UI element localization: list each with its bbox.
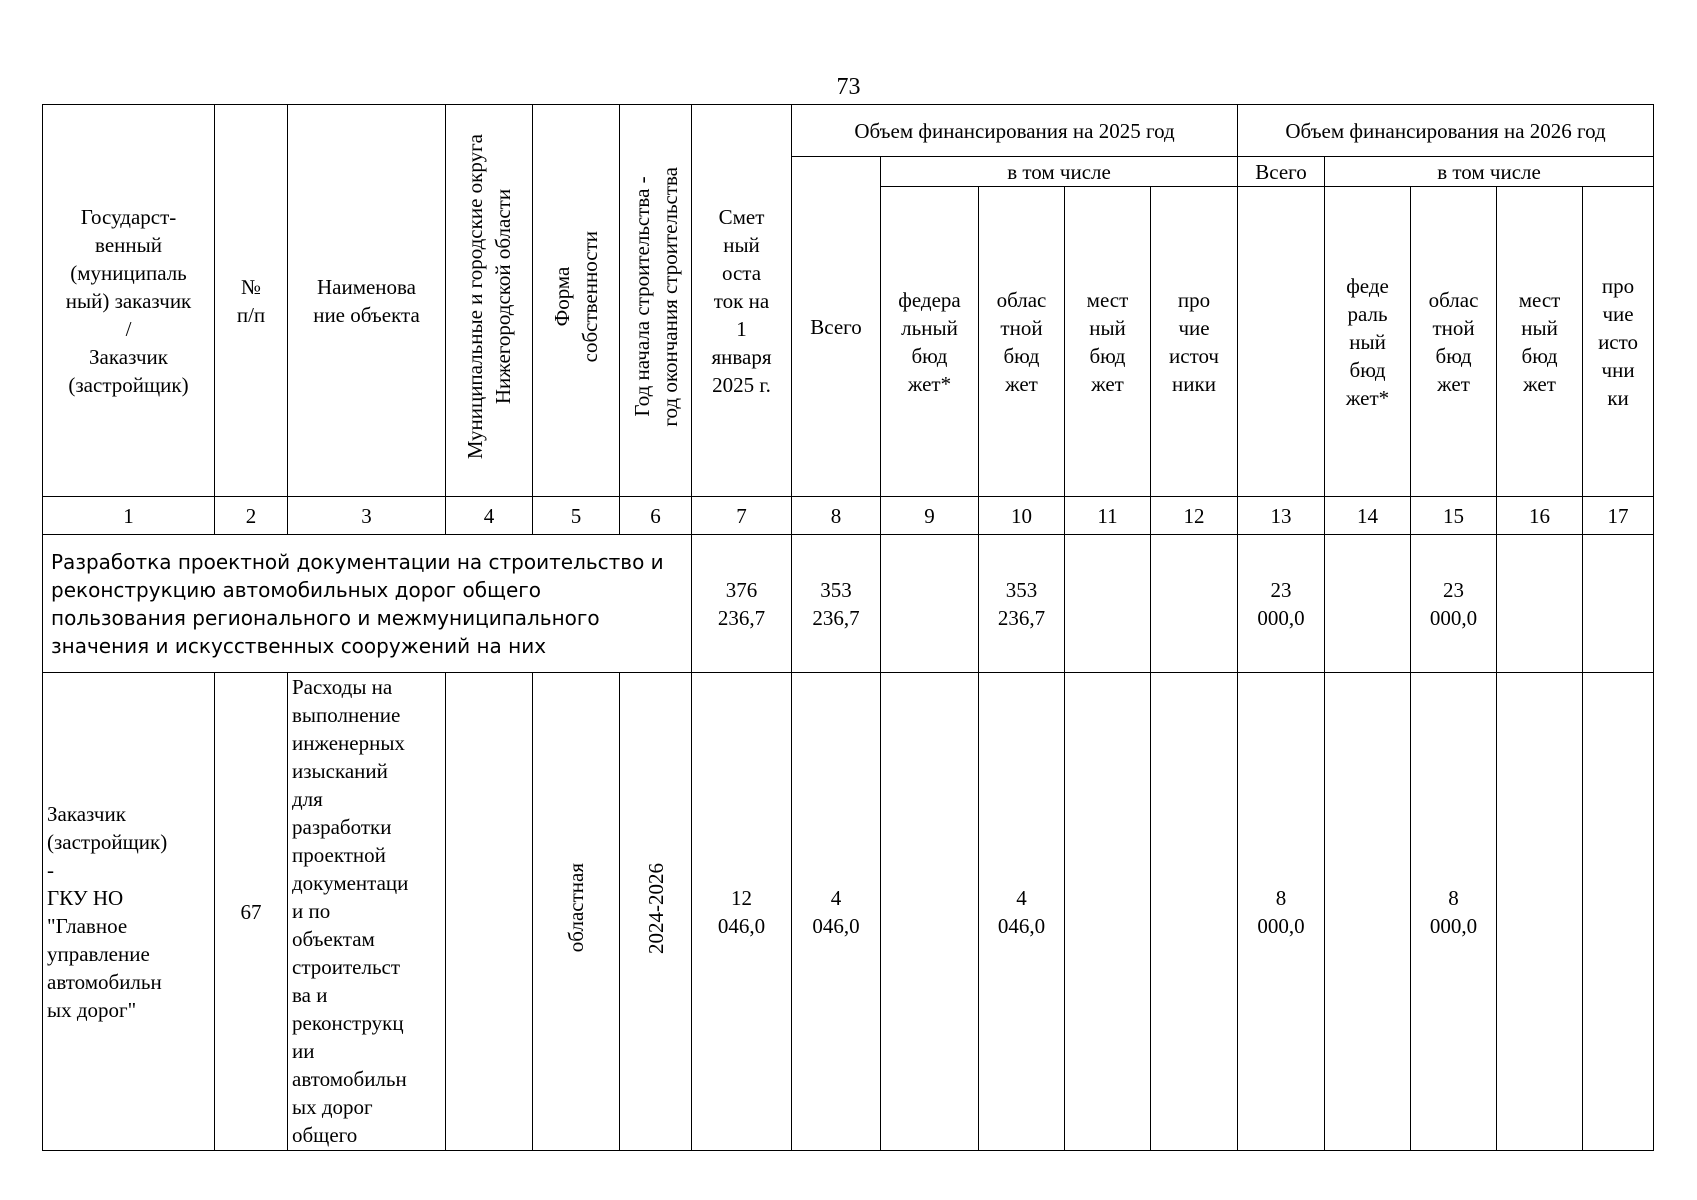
row-customer: Заказчик (застройщик) - ГКУ НО "Главное управление автомобильн ых дорог" — [43, 673, 215, 1151]
column-number: 10 — [979, 497, 1065, 535]
header-including-2026: в том числе — [1325, 157, 1654, 187]
header-municipal-district: Муниципальные и городские округа Нижегородской области — [446, 105, 533, 497]
header-total-2025: Всего — [792, 157, 881, 497]
header-customer: Государст- венный (муниципаль ный) заказчик / Заказчик (застройщик) — [43, 105, 215, 497]
column-number: 16 — [1497, 497, 1583, 535]
column-number: 2 — [215, 497, 288, 535]
section-title: Разработка проектной документации на строительство и реконструкцию автомобильных дорог общего пользования регионального и межмуниципального значения и искусственных сооружений на них — [43, 535, 692, 673]
column-number: 9 — [881, 497, 979, 535]
page-number: 73 — [836, 74, 861, 100]
section-federal-2026 — [1325, 535, 1411, 673]
row-local-2025 — [1065, 673, 1151, 1151]
row-ownership-form: областная — [533, 673, 620, 1151]
section-total-2026: 23 000,0 — [1238, 535, 1325, 673]
header-including-2025: в том числе — [881, 157, 1238, 187]
section-row — [43, 535, 1654, 673]
column-number: 12 — [1151, 497, 1238, 535]
header-other-2026: про чие исто чни ки — [1583, 187, 1654, 497]
column-number: 5 — [533, 497, 620, 535]
row-federal-2026 — [1325, 673, 1411, 1151]
column-number-row — [43, 497, 1654, 535]
financing-table — [42, 104, 1654, 1151]
header-total-2026-blank — [1238, 187, 1325, 497]
section-regional-2025: 353 236,7 — [979, 535, 1065, 673]
header-object-name: Наименова ние объекта — [288, 105, 446, 497]
column-number: 6 — [620, 497, 692, 535]
row-regional-2025: 4 046,0 — [979, 673, 1065, 1151]
column-number: 7 — [692, 497, 792, 535]
header-total-2026: Всего — [1238, 157, 1325, 187]
row-regional-2026: 8 000,0 — [1411, 673, 1497, 1151]
header-estimated-balance: Смет ный оста ток на 1 января 2025 г. — [692, 105, 792, 497]
column-number: 13 — [1238, 497, 1325, 535]
section-total-2025: 353 236,7 — [792, 535, 881, 673]
row-construction-years: 2024-2026 — [620, 673, 692, 1151]
row-municipal-district — [446, 673, 533, 1151]
column-number: 3 — [288, 497, 446, 535]
section-estimated-balance: 376 236,7 — [692, 535, 792, 673]
column-number: 17 — [1583, 497, 1654, 535]
section-federal-2025 — [881, 535, 979, 673]
table-row — [43, 673, 1654, 1151]
header-regional-2026: облас тной бюд жет — [1411, 187, 1497, 497]
header-local-2025: мест ный бюд жет — [1065, 187, 1151, 497]
header-ownership-form: Форма собственности — [533, 105, 620, 497]
section-local-2025 — [1065, 535, 1151, 673]
row-total-2026: 8 000,0 — [1238, 673, 1325, 1151]
column-number: 4 — [446, 497, 533, 535]
column-number: 11 — [1065, 497, 1151, 535]
header-local-2026: мест ный бюд жет — [1497, 187, 1583, 497]
column-number: 15 — [1411, 497, 1497, 535]
header-financing-2026: Объем финансирования на 2026 год — [1238, 105, 1654, 157]
column-number: 8 — [792, 497, 881, 535]
column-number: 1 — [43, 497, 215, 535]
column-number: 14 — [1325, 497, 1411, 535]
section-other-2026 — [1583, 535, 1654, 673]
row-local-2026 — [1497, 673, 1583, 1151]
section-other-2025 — [1151, 535, 1238, 673]
header-financing-2025: Объем финансирования на 2025 год — [792, 105, 1238, 157]
header-other-2025: про чие источ ники — [1151, 187, 1238, 497]
row-federal-2025 — [881, 673, 979, 1151]
row-other-2026 — [1583, 673, 1654, 1151]
row-estimated-balance: 12 046,0 — [692, 673, 792, 1151]
header-federal-2026: феде раль ный бюд жет* — [1325, 187, 1411, 497]
section-local-2026 — [1497, 535, 1583, 673]
row-object-name: Расходы на выполнение инженерных изысканий для разработки проектной документаци и по объектам строительст ва и реконструкц ии автомобильн ых дорог общего — [288, 673, 446, 1151]
header-federal-2025: федера льный бюд жет* — [881, 187, 979, 497]
row-number: 67 — [215, 673, 288, 1151]
header-regional-2025: облас тной бюд жет — [979, 187, 1065, 497]
header-construction-years: Год начала строительства - год окончания строительства — [620, 105, 692, 497]
row-total-2025: 4 046,0 — [792, 673, 881, 1151]
row-other-2025 — [1151, 673, 1238, 1151]
section-regional-2026: 23 000,0 — [1411, 535, 1497, 673]
header-number: № п/п — [215, 105, 288, 497]
